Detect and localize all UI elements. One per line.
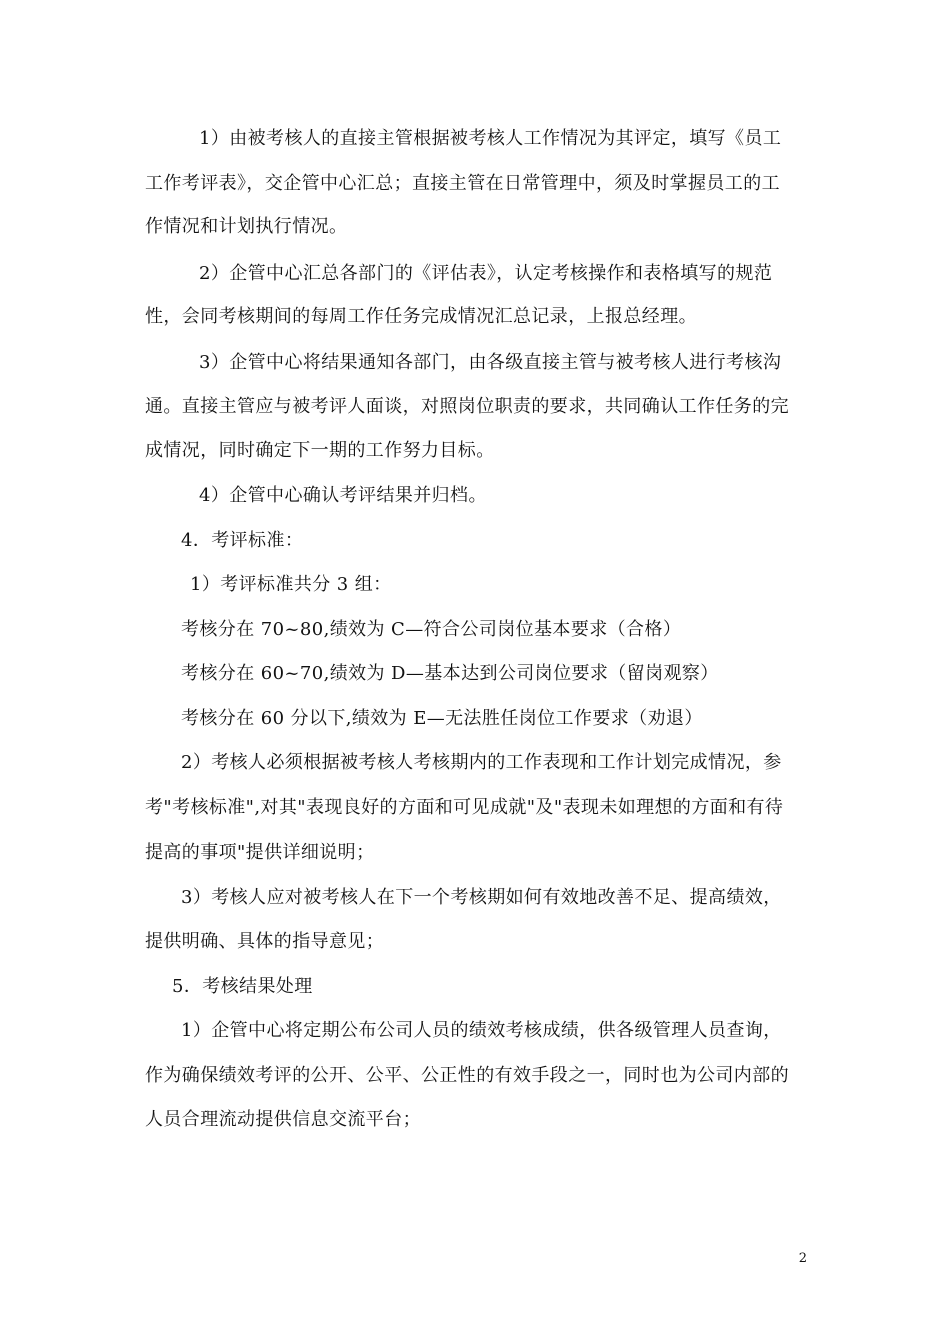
text-line-18: 3）考核人应对被考核人在下一个考核期如何有效地改善不足、提高绩效， bbox=[181, 887, 782, 908]
text-line-17: 提高的事项"提供详细说明； bbox=[145, 842, 375, 863]
text-line-14: 考核分在 60 分以下,绩效为 E—无法胜任岗位工作要求（劝退） bbox=[181, 708, 703, 729]
section-heading-4: 4．考评标准： bbox=[181, 530, 304, 551]
text-line-3: 作情况和计划执行情况。 bbox=[145, 216, 348, 237]
page-number: 2 bbox=[798, 1251, 807, 1266]
text-line-6: 3）企管中心将结果通知各部门，由各级直接主管与被考核人进行考核沟 bbox=[199, 352, 782, 373]
text-line-22: 作为确保绩效考评的公开、公平、公正性的有效手段之一，同时也为公司内部的 bbox=[145, 1065, 789, 1086]
text-line-13: 考核分在 60~70,绩效为 D—基本达到公司岗位要求（留岗观察） bbox=[181, 663, 719, 684]
text-line-11: 1）考评标准共分 3 组： bbox=[190, 574, 392, 595]
text-line-16: 考"考核标准",对其"表现良好的方面和可见成就"及"表现未如理想的方面和有待 bbox=[145, 797, 784, 818]
text-line-8: 成情况，同时确定下一期的工作努力目标。 bbox=[145, 440, 495, 461]
text-line-9: 4）企管中心确认考评结果并归档。 bbox=[199, 485, 487, 506]
text-line-2: 工作考评表》，交企管中心汇总；直接主管在日常管理中，须及时掌握员工的工 bbox=[145, 173, 780, 194]
text-line-5: 性，会同考核期间的每周工作任务完成情况汇总记录，上报总经理。 bbox=[145, 306, 697, 327]
text-line-19: 提供明确、具体的指导意见； bbox=[145, 931, 385, 952]
text-line-7: 通。直接主管应与被考评人面谈，对照岗位职责的要求，共同确认工作任务的完 bbox=[145, 396, 789, 417]
text-line-1: 1）由被考核人的直接主管根据被考核人工作情况为其评定，填写《员工 bbox=[199, 128, 782, 149]
text-line-4: 2）企管中心汇总各部门的《评估表》，认定考核操作和表格填写的规范 bbox=[199, 263, 773, 284]
text-line-15: 2）考核人必须根据被考核人考核期内的工作表现和工作计划完成情况，参 bbox=[181, 752, 782, 773]
text-line-23: 人员合理流动提供信息交流平台； bbox=[145, 1109, 421, 1130]
section-heading-5: 5．考核结果处理 bbox=[172, 976, 313, 997]
text-line-21: 1）企管中心将定期公布公司人员的绩效考核成绩，供各级管理人员查询， bbox=[181, 1020, 782, 1041]
text-line-12: 考核分在 70~80,绩效为 C—符合公司岗位基本要求（合格） bbox=[181, 619, 682, 640]
